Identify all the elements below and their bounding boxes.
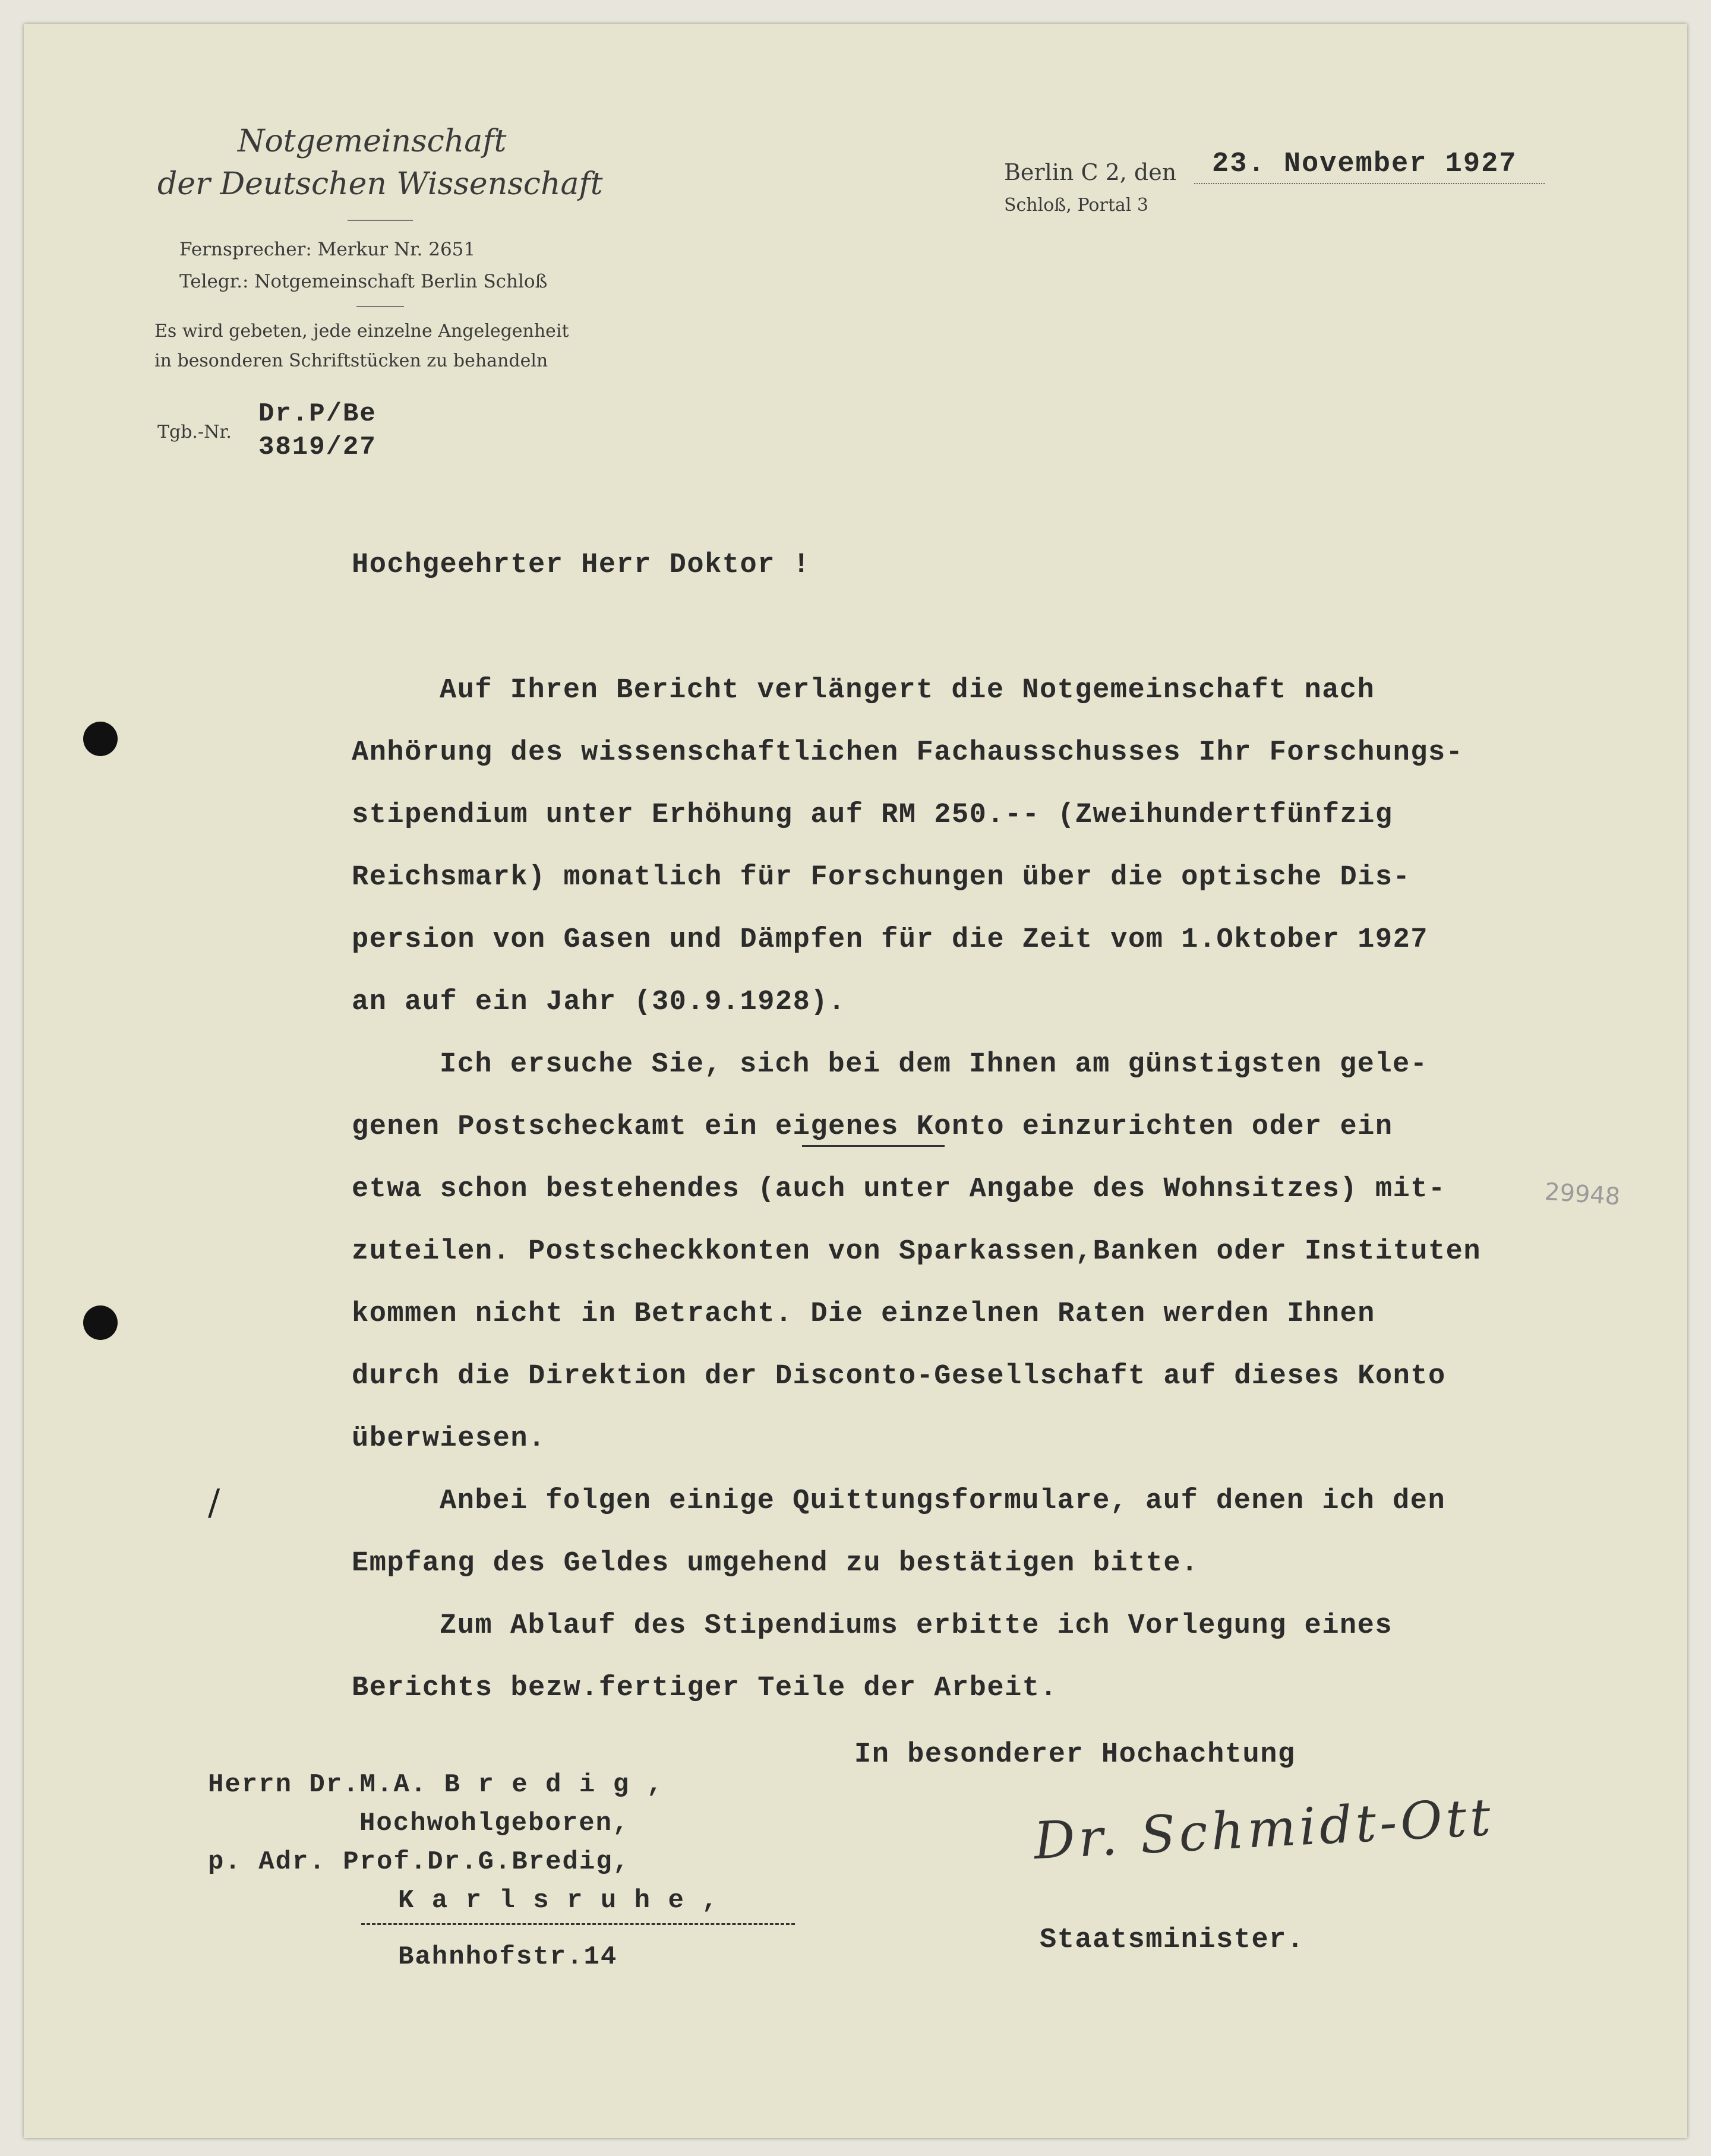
- body-line: Reichsmark) monatlich für Forschungen über die optische Dis-: [352, 862, 1411, 893]
- org-name-line1: Notgemeinschaft: [238, 124, 507, 159]
- recipient-care-of: p. Adr. Prof.Dr.G.Bredig,: [208, 1847, 630, 1877]
- punch-hole-bottom: [83, 1305, 118, 1340]
- margin-mark: /: [208, 1482, 220, 1523]
- body-line: Auf Ihren Bericht verlängert die Notgemeinschaft nach: [440, 675, 1375, 706]
- body-line: Empfang des Geldes umgehend zu bestätigen bitte.: [352, 1548, 1199, 1579]
- recipient-city: K a r l s r u h e ,: [398, 1886, 719, 1915]
- recipient-honorific: Hochwohlgeboren,: [359, 1809, 630, 1838]
- reference-code: Dr.P/Be: [258, 399, 377, 429]
- letterhead-divider: [348, 220, 413, 221]
- org-name-line2: der Deutschen Wissenschaft: [157, 166, 603, 202]
- body-line: Anbei folgen einige Quittungsformulare, auf denen ich den: [440, 1485, 1446, 1517]
- letter-date: 23. November 1927: [1212, 148, 1517, 180]
- pencil-archive-number: 29948: [1543, 1178, 1621, 1211]
- letterhead-divider-2: [356, 306, 404, 307]
- recipient-name: Herrn Dr.M.A. B r e d i g ,: [208, 1770, 664, 1800]
- signature: Dr. Schmidt-Ott: [1032, 1787, 1496, 1872]
- body-line: Anhörung des wissenschaftlichen Fachausschusses Ihr Forschungs-: [352, 737, 1464, 769]
- city-line: Berlin C 2, den: [1004, 159, 1177, 185]
- recipient-street: Bahnhofstr.14: [398, 1942, 618, 1972]
- address-line: Schloß, Portal 3: [1004, 195, 1148, 216]
- body-line: Zum Ablauf des Stipendiums erbitte ich Vorlegung eines: [440, 1610, 1393, 1642]
- punch-hole-top: [83, 722, 118, 756]
- emphasis-underline: [802, 1145, 945, 1147]
- body-line: kommen nicht in Betracht. Die einzelnen Raten werden Ihnen: [352, 1298, 1375, 1330]
- signatory-title: Staatsminister.: [1040, 1924, 1305, 1956]
- body-line: durch die Direktion der Disconto-Gesellschaft auf dieses Konto: [352, 1361, 1446, 1392]
- body-line: stipendium unter Erhöhung auf RM 250.-- (Zweihundertfünfzig: [352, 799, 1393, 831]
- date-underline: [1194, 183, 1545, 184]
- instruction-line1: Es wird gebeten, jede einzelne Angelegenheit: [154, 321, 569, 342]
- reference-number: 3819/27: [258, 432, 377, 462]
- body-line: Ich ersuche Sie, sich bei dem Ihnen am günstigsten gele-: [440, 1049, 1428, 1080]
- salutation: Hochgeehrter Herr Doktor !: [352, 549, 811, 581]
- body-line: überwiesen.: [352, 1423, 546, 1455]
- phone-number: Fernsprecher: Merkur Nr. 2651: [179, 239, 476, 260]
- instruction-line2: in besonderen Schriftstücken zu behandeln: [154, 350, 548, 371]
- letter-sheet: [24, 24, 1687, 2138]
- address-dashed-rule: [361, 1923, 795, 1925]
- body-line: an auf ein Jahr (30.9.1928).: [352, 987, 846, 1018]
- body-line: persion von Gasen und Dämpfen für die Zeit vom 1.Oktober 1927: [352, 924, 1428, 956]
- body-line: genen Postscheckamt ein eigenes Konto einzurichten oder ein: [352, 1111, 1393, 1143]
- body-line: etwa schon bestehendes (auch unter Angabe des Wohnsitzes) mit-: [352, 1174, 1446, 1205]
- body-line: Berichts bezw.fertiger Teile der Arbeit.: [352, 1673, 1058, 1704]
- telegram-address: Telegr.: Notgemeinschaft Berlin Schloß: [179, 271, 548, 292]
- closing-greeting: In besonderer Hochachtung: [854, 1739, 1296, 1771]
- reference-label: Tgb.-Nr.: [157, 422, 232, 442]
- body-line: zuteilen. Postscheckkonten von Sparkassen,Banken oder Instituten: [352, 1236, 1482, 1267]
